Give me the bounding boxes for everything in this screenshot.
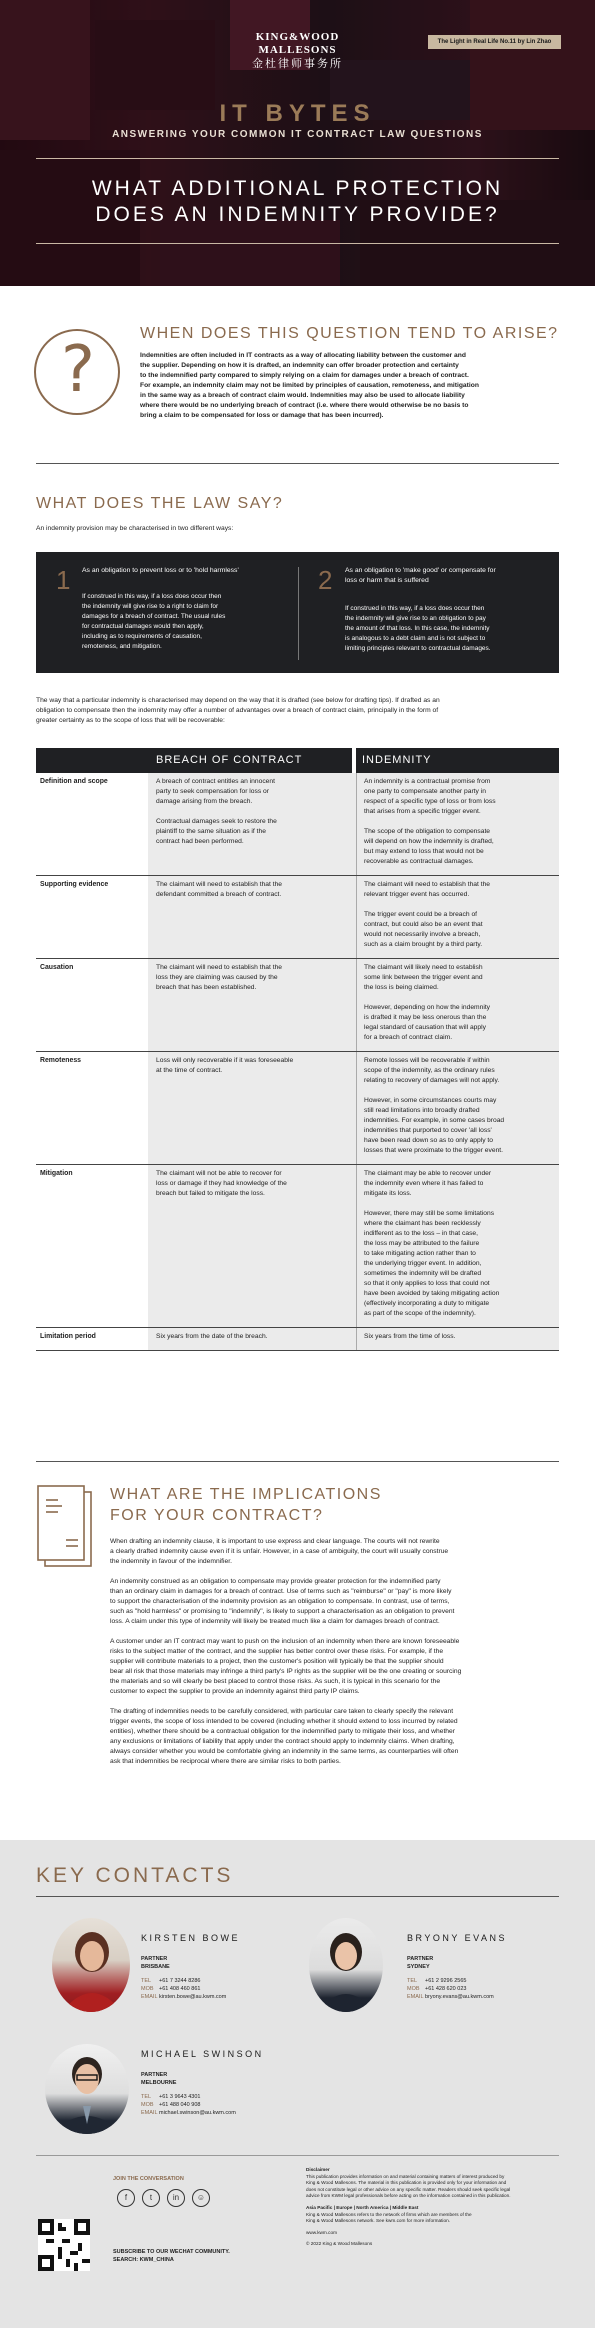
text-line: contract, but could also be an event that <box>364 921 483 928</box>
text-line: greater certainty as to the scope of loss that will be recoverable: <box>36 717 225 724</box>
text-line: at the time of contract. <box>156 1067 223 1074</box>
text-line: the supplier. Depending on how it is drafted, an indemnity can offer broader protection and certainty <box>140 362 459 369</box>
text-line <box>364 1199 499 1209</box>
breach-cell <box>156 1169 287 1199</box>
text-line: A breach of contract entitles an innocent <box>156 778 275 785</box>
indemnity-cell <box>364 880 490 950</box>
indemnity-cell <box>364 1169 499 1319</box>
paragraph <box>110 1537 565 1567</box>
phone-link[interactable]: +61 7 3244 8286 <box>159 1978 201 1984</box>
section-heading-law: WHAT DOES THE LAW SAY? <box>36 495 284 512</box>
row-label: Remoteness <box>40 1057 81 1064</box>
text-line: where there would be no underlying breach of contract (i.e. where there would otherwise be no basis to <box>140 402 469 409</box>
page-title <box>0 176 595 228</box>
law-after <box>36 696 440 726</box>
row-label: Mitigation <box>40 1170 73 1177</box>
title-line-1: WHAT ADDITIONAL PROTECTION <box>91 177 504 200</box>
email-link[interactable]: michael.swinson@au.kwm.com <box>159 2110 236 2116</box>
divider <box>356 876 357 958</box>
text-line: relating to recovery of damages will not apply. <box>364 1077 500 1084</box>
text-line <box>364 817 496 827</box>
option-title-2 <box>345 566 496 586</box>
text-line: including as to requirements of causation, <box>82 633 202 640</box>
facebook-icon[interactable]: f <box>117 2189 135 2207</box>
breach-cell <box>156 1056 293 1076</box>
text-line: However, in some circumstances courts may <box>364 1097 497 1104</box>
table-header-blank <box>36 748 148 773</box>
implications-body <box>110 1537 565 1777</box>
contact-details: TEL +61 3 9643 4301 MOB +61 488 040 908 EMAILmichael.swinson@au.kwm.com <box>141 2094 236 2116</box>
text-line: However, depending on how the indemnity <box>364 1004 491 1011</box>
text-line: some link between the trigger event and <box>364 974 483 981</box>
text-line: Six years from the time of loss. <box>364 1333 456 1340</box>
indemnity-cell <box>364 963 490 1043</box>
mobile-link[interactable]: +61 488 040 908 <box>159 2102 201 2108</box>
join-label: JOIN THE CONVERSATION <box>113 2176 184 2182</box>
email-link[interactable]: kirsten.bowe@au.kwm.com <box>159 1994 227 2000</box>
text-line: Contractual damages seek to restore the <box>156 818 277 825</box>
text-line: loss they are claiming was caused by the <box>156 974 278 981</box>
text-line: damages for a breach of contract. The usual rules <box>82 613 226 620</box>
text-line: always consider whether you would be comfortable giving an indemnity in the same terms, as counterparties will often <box>110 1748 459 1755</box>
series-name: IT BYTES <box>219 100 376 127</box>
mobile-link[interactable]: +61 428 620 023 <box>425 1986 467 1992</box>
text-line: This publication provides information on and material containing matters of interest produced by <box>306 2173 505 2179</box>
text-line: any exclusions or limitations of liability that apply under the contract should apply to indemnity claims. When drafting, <box>110 1738 455 1745</box>
contact-name: KIRSTEN BOWE <box>141 1933 241 1943</box>
text-line <box>364 993 490 1003</box>
table-header-indemnity: INDEMNITY <box>356 748 559 773</box>
indemnity-cell <box>364 1056 504 1156</box>
text-line: the loss may be attributed to the failure <box>364 1240 480 1247</box>
document-icon <box>36 1484 94 1575</box>
text-line: so that it only applies to loss that could not <box>364 1280 490 1287</box>
linkedin-icon[interactable]: in <box>167 2189 185 2207</box>
option-number-1: 1 <box>56 565 71 595</box>
text-line: A customer under an IT contract may want to push on the inclusion of an indemnity when there are known foreseeable <box>110 1638 460 1645</box>
text-line: mitigate its loss. <box>364 1190 412 1197</box>
text-line: but may extend to loss that would not be <box>364 848 484 855</box>
text-line: as part of the scope of the indemnity). <box>364 1310 476 1317</box>
text-line: For example, an indemnity claim may not be limited by principles of causation, remoteness, and mitigation <box>140 382 479 389</box>
text-line: would not necessarily involve a breach, <box>364 931 481 938</box>
divider <box>356 1052 357 1164</box>
text-line: Six years from the date of the breach. <box>156 1333 268 1340</box>
email-link[interactable]: bryony.evans@au.kwm.com <box>425 1994 494 2000</box>
text-line: for a breach of contract claim. <box>364 1034 453 1041</box>
divider <box>36 1896 559 1897</box>
row-label: Causation <box>40 964 74 971</box>
law-intro: An indemnity provision may be characterised in two different ways: <box>36 525 234 532</box>
text-line: The claimant will need to establish that the <box>156 881 283 888</box>
text-line: have been read down so as to only apply to <box>364 1137 494 1144</box>
contact-details: TEL +61 2 9296 2565 MOB +61 428 620 023 EMAILbryony.evans@au.kwm.com <box>407 1978 494 2000</box>
text-line: plaintiff to the same situation as if the <box>156 828 266 835</box>
text-line: sometimes the indemnity will be drafted <box>364 1270 482 1277</box>
text-line: the indemnity in favour of the indemnifier. <box>110 1558 232 1565</box>
text-line: to the indemnified party compared to simply relying on a claim for damages under a breach of contract. <box>140 372 469 379</box>
when-body <box>140 351 560 421</box>
text-line: breach but failed to mitigate the loss. <box>156 1190 265 1197</box>
text-line: King & Wood Mallesons refers to the network of firms which are members of the <box>306 2211 472 2217</box>
text-line: bring a claim to be compensated for loss or damage that has been incurred). <box>140 412 384 419</box>
breach-cell <box>156 777 277 847</box>
text-line: The claimant will need to establish that the <box>156 964 283 971</box>
text-line: such as "hold harmless" or promising to "indemnify", is likely to support a characterisation as an obligation to prevent <box>110 1608 455 1615</box>
text-line: to support the characterisation of the indemnity provision as an obligation to compensate. In contrast, use of terms, <box>110 1598 450 1605</box>
text-line: As an obligation to 'make good' or compensate for <box>345 567 496 574</box>
divider <box>36 243 559 244</box>
text-line: advice from KWM legal professionals before acting on the information contained in this publication. <box>306 2193 511 2199</box>
text-line: scope of the indemnity, as the ordinary rules <box>364 1067 495 1074</box>
text-line: Loss will only recoverable if it was foreseeable <box>156 1057 294 1064</box>
hero-banner <box>0 0 595 286</box>
indemnity-cell <box>364 777 496 867</box>
wechat-icon[interactable]: ☺ <box>192 2189 210 2207</box>
subheading: ANSWERING YOUR COMMON IT CONTRACT LAW QUESTIONS <box>112 129 483 140</box>
text-line: indemnities that purported to cover 'all loss' <box>364 1127 492 1134</box>
divider <box>356 1165 357 1327</box>
title-line-2: DOES AN INDEMNITY PROVIDE? <box>95 203 500 226</box>
avatar <box>52 1918 130 2012</box>
text-line: relevant trigger event has occurred. <box>364 891 470 898</box>
text-line: Indemnities are often included in IT contracts as a way of allocating liability between the customer and <box>140 352 466 359</box>
text-line: An indemnity construed as an obligation to compensate may provide greater protection for the indemnified party <box>110 1578 441 1585</box>
text-line: risks to the subject matter of the contract, and the supplier has better control over these risks. For example, if the <box>110 1648 444 1655</box>
divider <box>356 1328 357 1350</box>
option-title-1: As an obligation to prevent loss or to 'hold harmless' <box>82 567 239 574</box>
text-line: recoverable as contractual damages. <box>364 858 474 865</box>
text-line: the amount of that loss. In this case, the indemnity <box>345 625 490 632</box>
text-line: breach that has been established. <box>156 984 257 991</box>
contact-role: PARTNER MELBOURNE <box>141 2072 177 2086</box>
divider <box>356 773 357 875</box>
text-line: supplier will contribute materials to a project, then the customer's position will typically be that the supplier should <box>110 1658 444 1665</box>
text-line: (effectively incorporating a duty to mitigate <box>364 1300 490 1307</box>
text-line: The claimant will likely need to establish <box>364 964 483 971</box>
text-line: trigger events, the scope of loss intended to be covered (including whether it should extend to loss incurred by related <box>110 1718 458 1725</box>
text-line: Remote losses will be recoverable if within <box>364 1057 490 1064</box>
avatar <box>45 2044 129 2134</box>
text-line: defendant committed a breach of contract. <box>156 891 282 898</box>
text-line: the indemnity will give rise to a right to claim for <box>82 603 219 610</box>
text-line: The claimant will need to establish that the <box>364 881 491 888</box>
section-heading-implications <box>110 1484 382 1526</box>
text-line: still read limitations into broadly drafted <box>364 1107 480 1114</box>
text-line: bear all risk that those materials may infringe a third party's IP rights as the supplier will be the one creating or sourcing <box>110 1668 462 1675</box>
text-line: that arises from a specific trigger event. <box>364 808 481 815</box>
phone-link[interactable]: +61 2 9296 2565 <box>425 1978 467 1984</box>
row-label: Supporting evidence <box>40 881 109 888</box>
indemnity-cell <box>364 1332 455 1342</box>
text-line: the underlying trigger event. In addition, <box>364 1260 482 1267</box>
divider <box>298 567 299 660</box>
divider <box>36 1461 559 1462</box>
text-line: The trigger event could be a breach of <box>364 911 478 918</box>
text-line: The drafting of indemnities needs to be carefully considered, with particular care taken to clearly specify the relevant <box>110 1708 454 1715</box>
text-line: loss or harm that is suffered <box>345 577 429 584</box>
section-heading-when: WHEN DOES THIS QUESTION TEND TO ARISE? <box>140 325 559 342</box>
text-line: When drafting an indemnity clause, it is important to use express and clear language. The courts will not rewrite <box>110 1538 440 1545</box>
text-line: the loss is being claimed. <box>364 984 439 991</box>
website-link[interactable]: www.kwm.com <box>306 2229 337 2235</box>
text-line: contract had been performed. <box>156 838 244 845</box>
avatar <box>309 1918 383 2012</box>
text-line <box>364 1086 504 1096</box>
logo-line-3: 金杜律师事务所 <box>252 58 343 70</box>
row-label: Limitation period <box>40 1333 96 1340</box>
text-line: entities), whether there should be a contractual obligation for the indemnified party to mitigate their loss, and whether <box>110 1728 455 1735</box>
option-text-1 <box>82 592 225 652</box>
logo-line-2: MALLESONS <box>258 44 337 56</box>
text-line: remoteness, and mitigation. <box>82 643 162 650</box>
contact-name: MICHAEL SWINSON <box>141 2049 264 2059</box>
text-line: have been avoided by taking mitigating action <box>364 1290 500 1297</box>
paragraph <box>110 1577 565 1627</box>
text-line: losses that were proximate to the trigger event. <box>364 1147 504 1154</box>
heading-line-2: FOR YOUR CONTRACT? <box>110 1507 324 1524</box>
divider <box>36 1350 559 1351</box>
question-mark-glyph: ? <box>61 333 95 407</box>
text-line: The claimant will not be able to recover for <box>156 1170 282 1177</box>
text-line: indemnities. For example, in some cases broad <box>364 1117 505 1124</box>
text-line: to take mitigating action rather than to <box>364 1250 476 1257</box>
text-line: limiting principles relevant to contractual damages. <box>345 645 491 652</box>
text-line: damage arising from the breach. <box>156 798 253 805</box>
text-line <box>156 807 277 817</box>
divider <box>356 959 357 1051</box>
option-text-2 <box>345 604 491 654</box>
text-line: legal standard of causation that will apply <box>364 1024 486 1031</box>
text-line: the indemnity will give rise to an obligation to pay <box>345 615 486 622</box>
mobile-link[interactable]: +61 408 460 861 <box>159 1986 201 1992</box>
text-line: than an ordinary claim in damages for a breach of contract. Use of terms such as "reimburse" or "pay" is more likely <box>110 1588 452 1595</box>
text-line: The scope of the obligation to compensate <box>364 828 491 835</box>
text-line: will depend on how the indemnity is drafted, <box>364 838 494 845</box>
wechat-promo: SUBSCRIBE TO OUR WECHAT COMMUNITY. SEARCH: KWM_CHINA <box>113 2249 230 2263</box>
text-line: customer to expect the supplier to provide an indemnity against third party IP claims. <box>110 1688 360 1695</box>
disclaimer: Disclaimer This publication provides information on and material containing matters of interest produced by King & Wood Mallesons. The material in this publication is provided only for your information and does not constitute legal or other advice on any specific matter. Readers should seek specific legal advice from KWM legal professionals before acting on the information contained in this publication. Asia Pacific | Europe | North America | Middle East King & Wood Mallesons refers to the network of firms which are members of the King & Wood Mallesons network. See kwm.com for more information. www.kwm.com © 2022 King & Wood Mallesons <box>306 2167 561 2248</box>
series-tag: The Light in Real Life No.11 by Lin Zhao <box>428 35 561 49</box>
text-line: The way that a particular indemnity is characterised may depend on the way that it is drafted (see below for drafting tips). If drafted as an <box>36 697 440 704</box>
text-line: does not constitute legal or other advice on any specific matter. Readers should seek specific legal <box>306 2186 511 2192</box>
paragraph <box>110 1637 565 1697</box>
option-number-2: 2 <box>318 565 333 595</box>
text-line: If construed in this way, if a loss does occur then <box>345 605 485 612</box>
text-line: where the claimant has been recklessly <box>364 1220 481 1227</box>
qr-code <box>38 2219 90 2271</box>
breach-cell <box>156 963 282 993</box>
contact-role: PARTNER BRISBANE <box>141 1956 170 1970</box>
text-line: is drafted it may be less onerous than the <box>364 1014 487 1021</box>
text-line: the materials and so will clearly be best placed to control those risks. As such, it is typical in this scenario for the <box>110 1678 441 1685</box>
divider <box>36 158 559 159</box>
contact-details: TEL +61 7 3244 8286 MOB +61 408 460 861 EMAILkirsten.bowe@au.kwm.com <box>141 1978 227 2000</box>
divider <box>36 2155 559 2156</box>
text-line: respect of a specific type of loss or from loss <box>364 798 496 805</box>
text-line: loss or damage if they had knowledge of the <box>156 1180 287 1187</box>
text-line: one party to compensate another party in <box>364 788 486 795</box>
text-line: a clearly drafted indemnity cause even if it is unfair. However, in a case of ambiguity, the court will usually construe <box>110 1548 449 1555</box>
text-line: in the same way as a breach of contract claim would. Indemnities may also be used to allocate liability <box>140 392 465 399</box>
text-line: An indemnity is a contractual promise from <box>364 778 491 785</box>
paragraph <box>110 1707 565 1767</box>
text-line: If construed in this way, if a loss does occur then <box>82 593 222 600</box>
text-line: indifferent as to the loss – in that case, <box>364 1230 479 1237</box>
text-line <box>364 900 490 910</box>
twitter-icon[interactable]: t <box>142 2189 160 2207</box>
divider <box>36 463 559 464</box>
text-line: However, there may still be some limitations <box>364 1210 495 1217</box>
phone-link[interactable]: +61 3 9643 4301 <box>159 2094 201 2100</box>
text-line: such as a claim brought by a third party. <box>364 941 483 948</box>
breach-cell <box>156 1332 268 1342</box>
contact-name: BRYONY EVANS <box>407 1933 508 1943</box>
text-line: ask that indemnities be reciprocal where there are similar risks to both parties. <box>110 1758 341 1765</box>
text-line: The claimant may be able to recover under <box>364 1170 492 1177</box>
breach-cell <box>156 880 282 900</box>
section-heading-contacts: KEY CONTACTS <box>36 1864 234 1887</box>
text-line: King & Wood Mallesons network. See kwm.com for more information. <box>306 2218 450 2224</box>
text-line: the indemnity even where it has failed to <box>364 1180 484 1187</box>
text-line: for contractual damages would then apply, <box>82 623 204 630</box>
heading-line-1: WHAT ARE THE IMPLICATIONS <box>110 1486 382 1503</box>
table-header-breach: BREACH OF CONTRACT <box>148 748 352 773</box>
text-line: King & Wood Mallesons. The material in this publication is provided only for your information and <box>306 2180 507 2186</box>
row-label: Definition and scope <box>40 778 108 785</box>
text-line: loss. A claim under this type of indemnity will likely be treated much like a claim for damages breach of contract. <box>110 1618 440 1625</box>
text-line: obligation to compensate then the indemnity may offer a number of advantages over a breach of contract claim, principally in the form of <box>36 707 439 714</box>
logo-line-1: KING&WOOD <box>255 31 340 43</box>
text-line: party to seek compensation for loss or <box>156 788 269 795</box>
contact-role: PARTNER SYDNEY <box>407 1956 434 1970</box>
text-line: is analogous to a debt claim and is not subject to <box>345 635 486 642</box>
